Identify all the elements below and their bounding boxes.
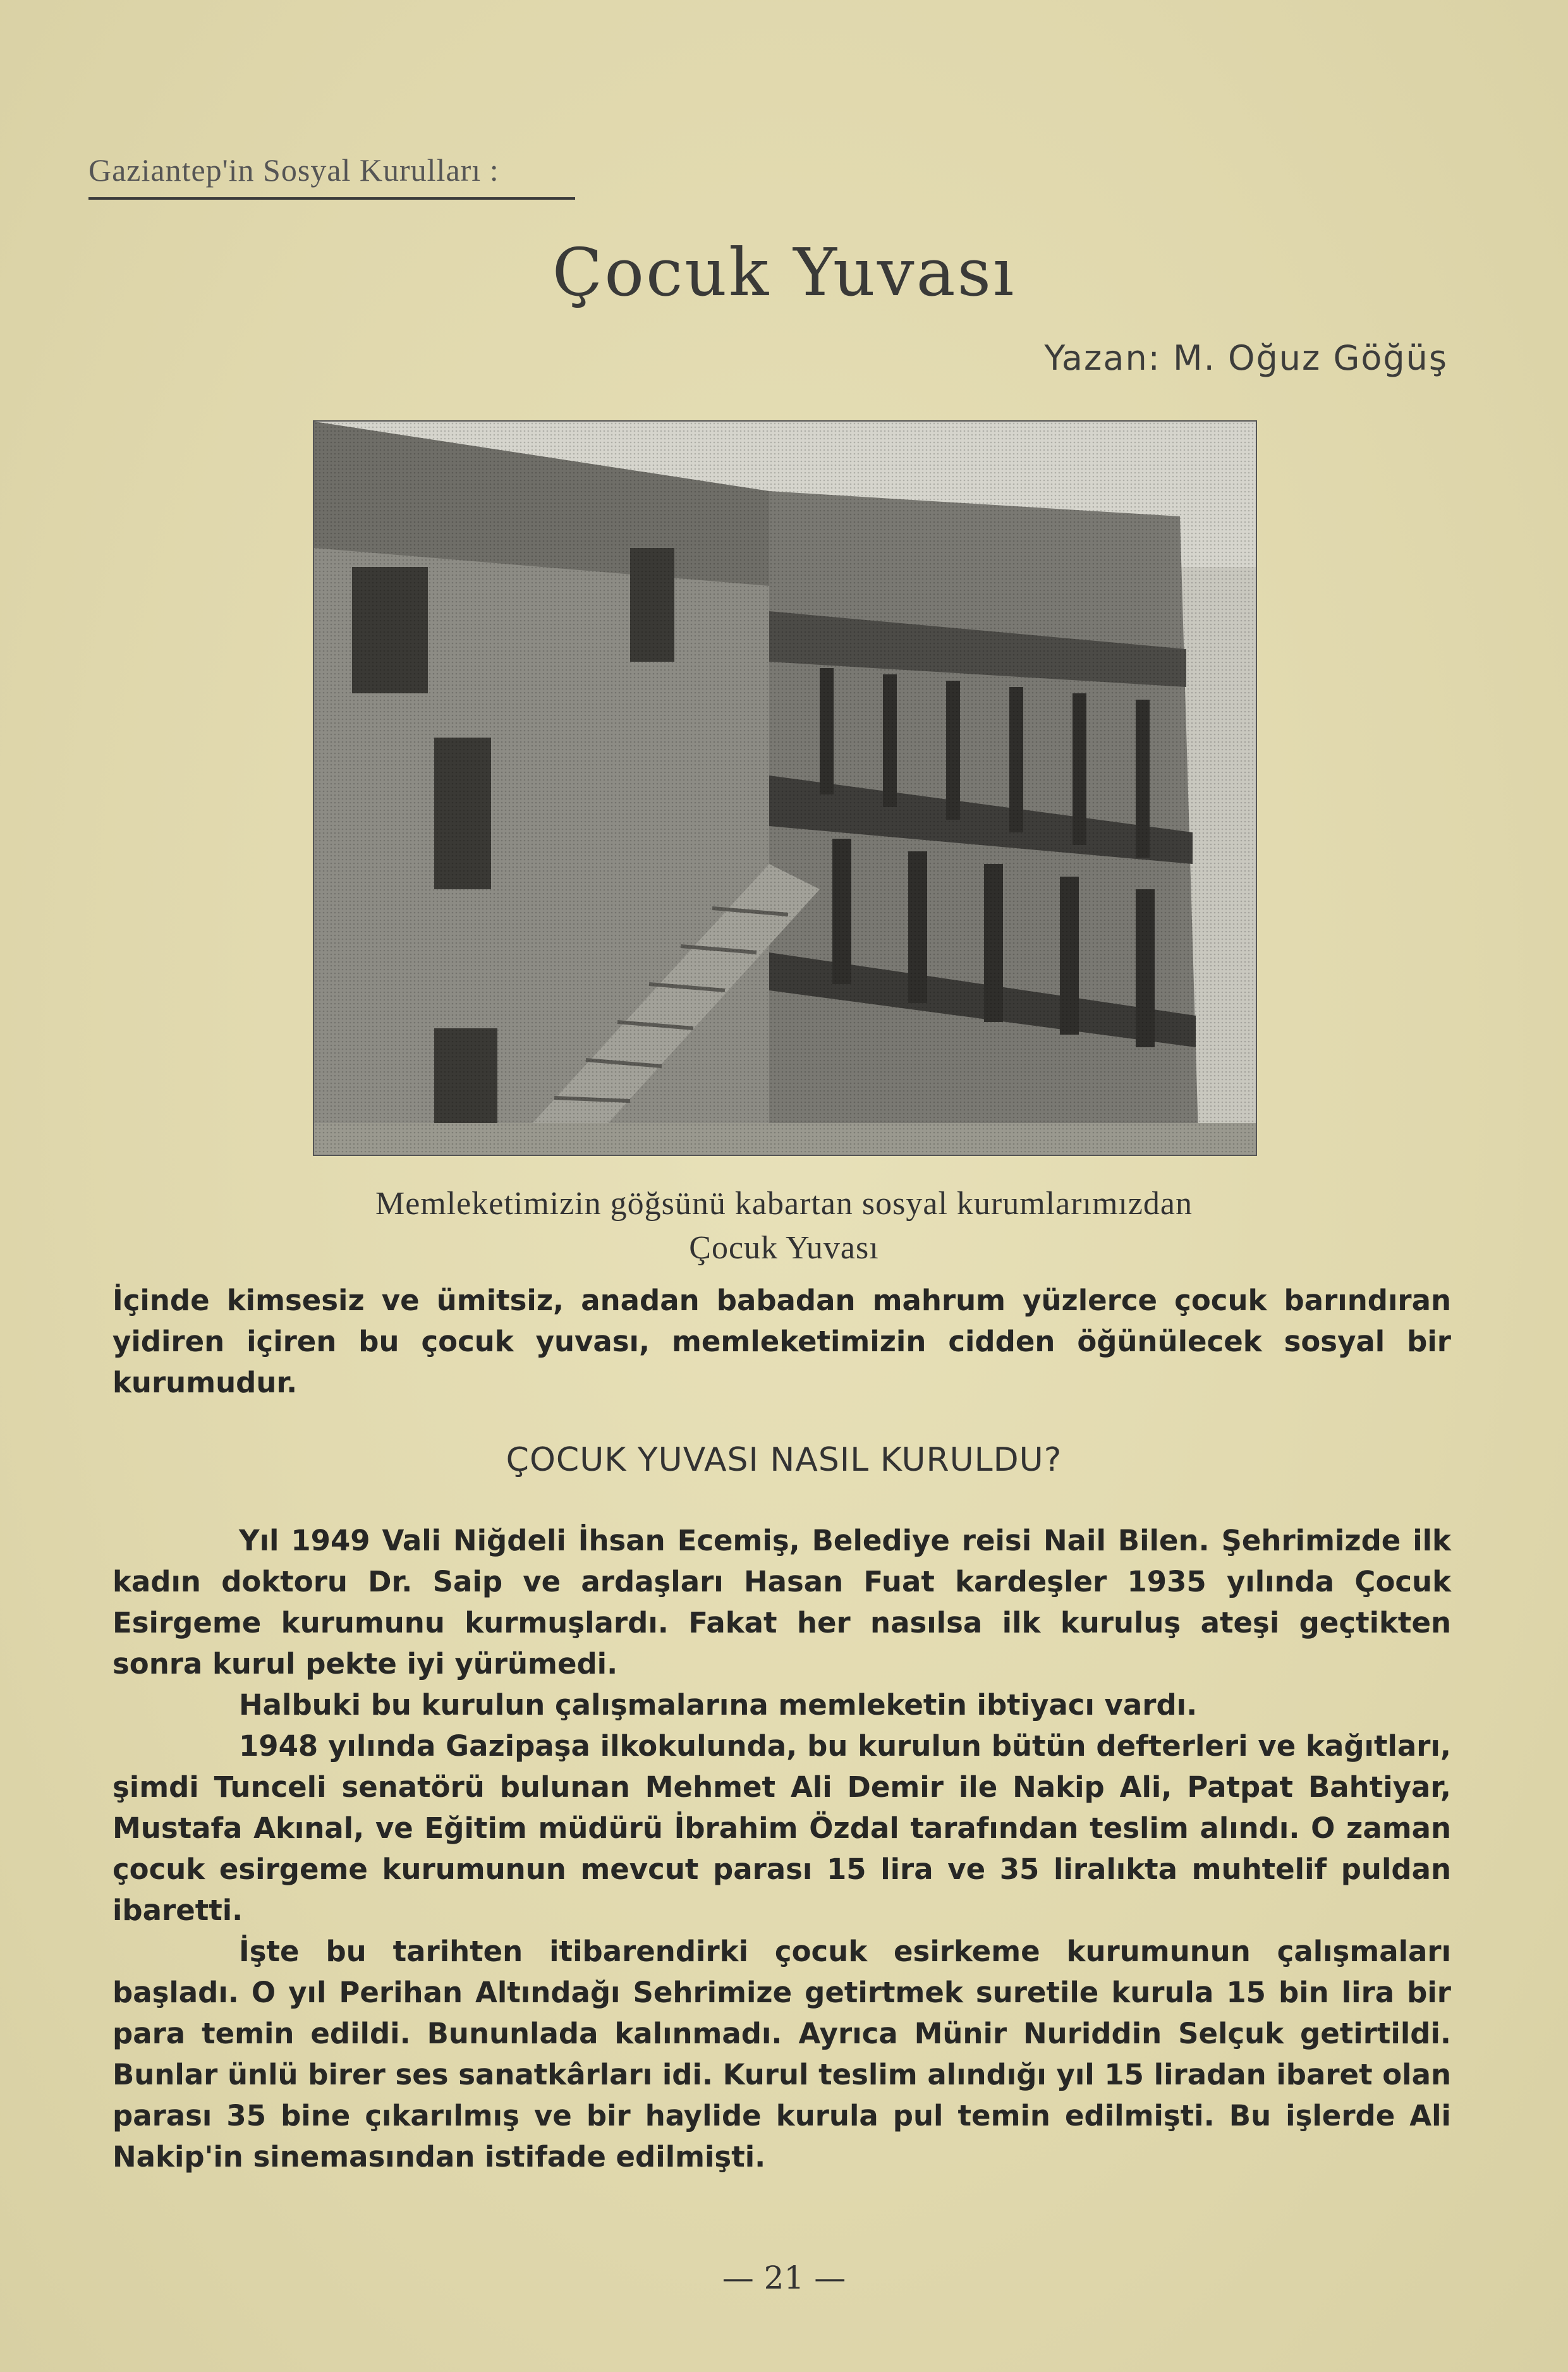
intro-text: İçinde kimsesiz ve ümitsiz, anadan babadan mahrum yüzlerce çocuk barındıran yidiren içiren bu çocuk yuvası, memleketimizin cidden öğünülecek sosyal bir kurumudur.	[112, 1284, 1451, 1399]
photo-caption-line-1: Memleketimizin göğsünü kabartan sosyal kurumlarımızdan	[375, 1186, 1193, 1222]
body-paragraph	[112, 1931, 1451, 2177]
photo-caption-line-2: Çocuk Yuvası	[689, 1230, 879, 1266]
building-photo	[313, 420, 1257, 1156]
author-byline: Yazan: M. Oğuz Göğüş	[1044, 338, 1448, 378]
body-paragraph-text: Halbuki bu kurulun çalışmalarına memleketin ibtiyacı vardı.	[239, 1688, 1198, 1722]
body-paragraph	[112, 1725, 1451, 1931]
article-body	[112, 1520, 1451, 2177]
section-heading: ÇOCUK YUVASI NASIL KURULDU?	[506, 1441, 1062, 1479]
running-head: Gaziantep'in Sosyal Kurulları :	[88, 152, 499, 188]
body-paragraph	[112, 1520, 1451, 1684]
building-photo-illustration	[314, 422, 1256, 1155]
page-number: — 21 —	[722, 2259, 846, 2296]
body-paragraph	[112, 1684, 1451, 1725]
article-title: Çocuk Yuvası	[552, 234, 1016, 311]
running-head-rule	[88, 197, 575, 200]
body-paragraph-text: Yıl 1949 Vali Niğdeli İhsan Ecemiş, Belediye reisi Nail Bilen. Şehrimizde ilk kadın doktoru Dr. Saip ve ardaşları Hasan Fuat kardeşler 1935 yılında Çocuk Esirgeme kurumunu kurmuşlardı. Fakat her nasılsa ilk kuruluş ateşi geçtikten sonra kurul pekte iyi yürümedi.	[112, 1524, 1451, 1681]
body-paragraph-text: İşte bu tarihten itibarendirki çocuk esirkeme kurumunun çalışmaları başladı. O yıl Perihan Altındağı Sehrimize getirtmek suretile kurula 15 bin lira bir para temin edildi. Bununlada kalınmadı. Ayrıca Münir Nuriddin Selçuk getirtildi. Bunlar ünlü birer ses sanatkârları idi. Kurul teslim alındığı yıl 15 liradan ibaret olan parası 35 bine çıkarılmış ve bir haylide kurula pul temin edilmişti. Bu işlerde Ali Nakip'in sinemasından istifade edilmişti.	[112, 1935, 1451, 2174]
body-paragraph-text: 1948 yılında Gazipaşa ilkokulunda, bu kurulun bütün defterleri ve kağıtları, şimdi Tunceli senatörü bulunan Mehmet Ali Demir ile Nakip Ali, Patpat Bahtiyar, Mustafa Akınal, ve Eğitim müdürü İbrahim Özdal tarafından teslim alındı. O zaman çocuk esirgeme kurumunun mevcut parası 15 lira ve 35 liralıkta muhtelif puldan ibaretti.	[112, 1729, 1451, 1927]
intro-paragraph	[112, 1280, 1451, 1403]
